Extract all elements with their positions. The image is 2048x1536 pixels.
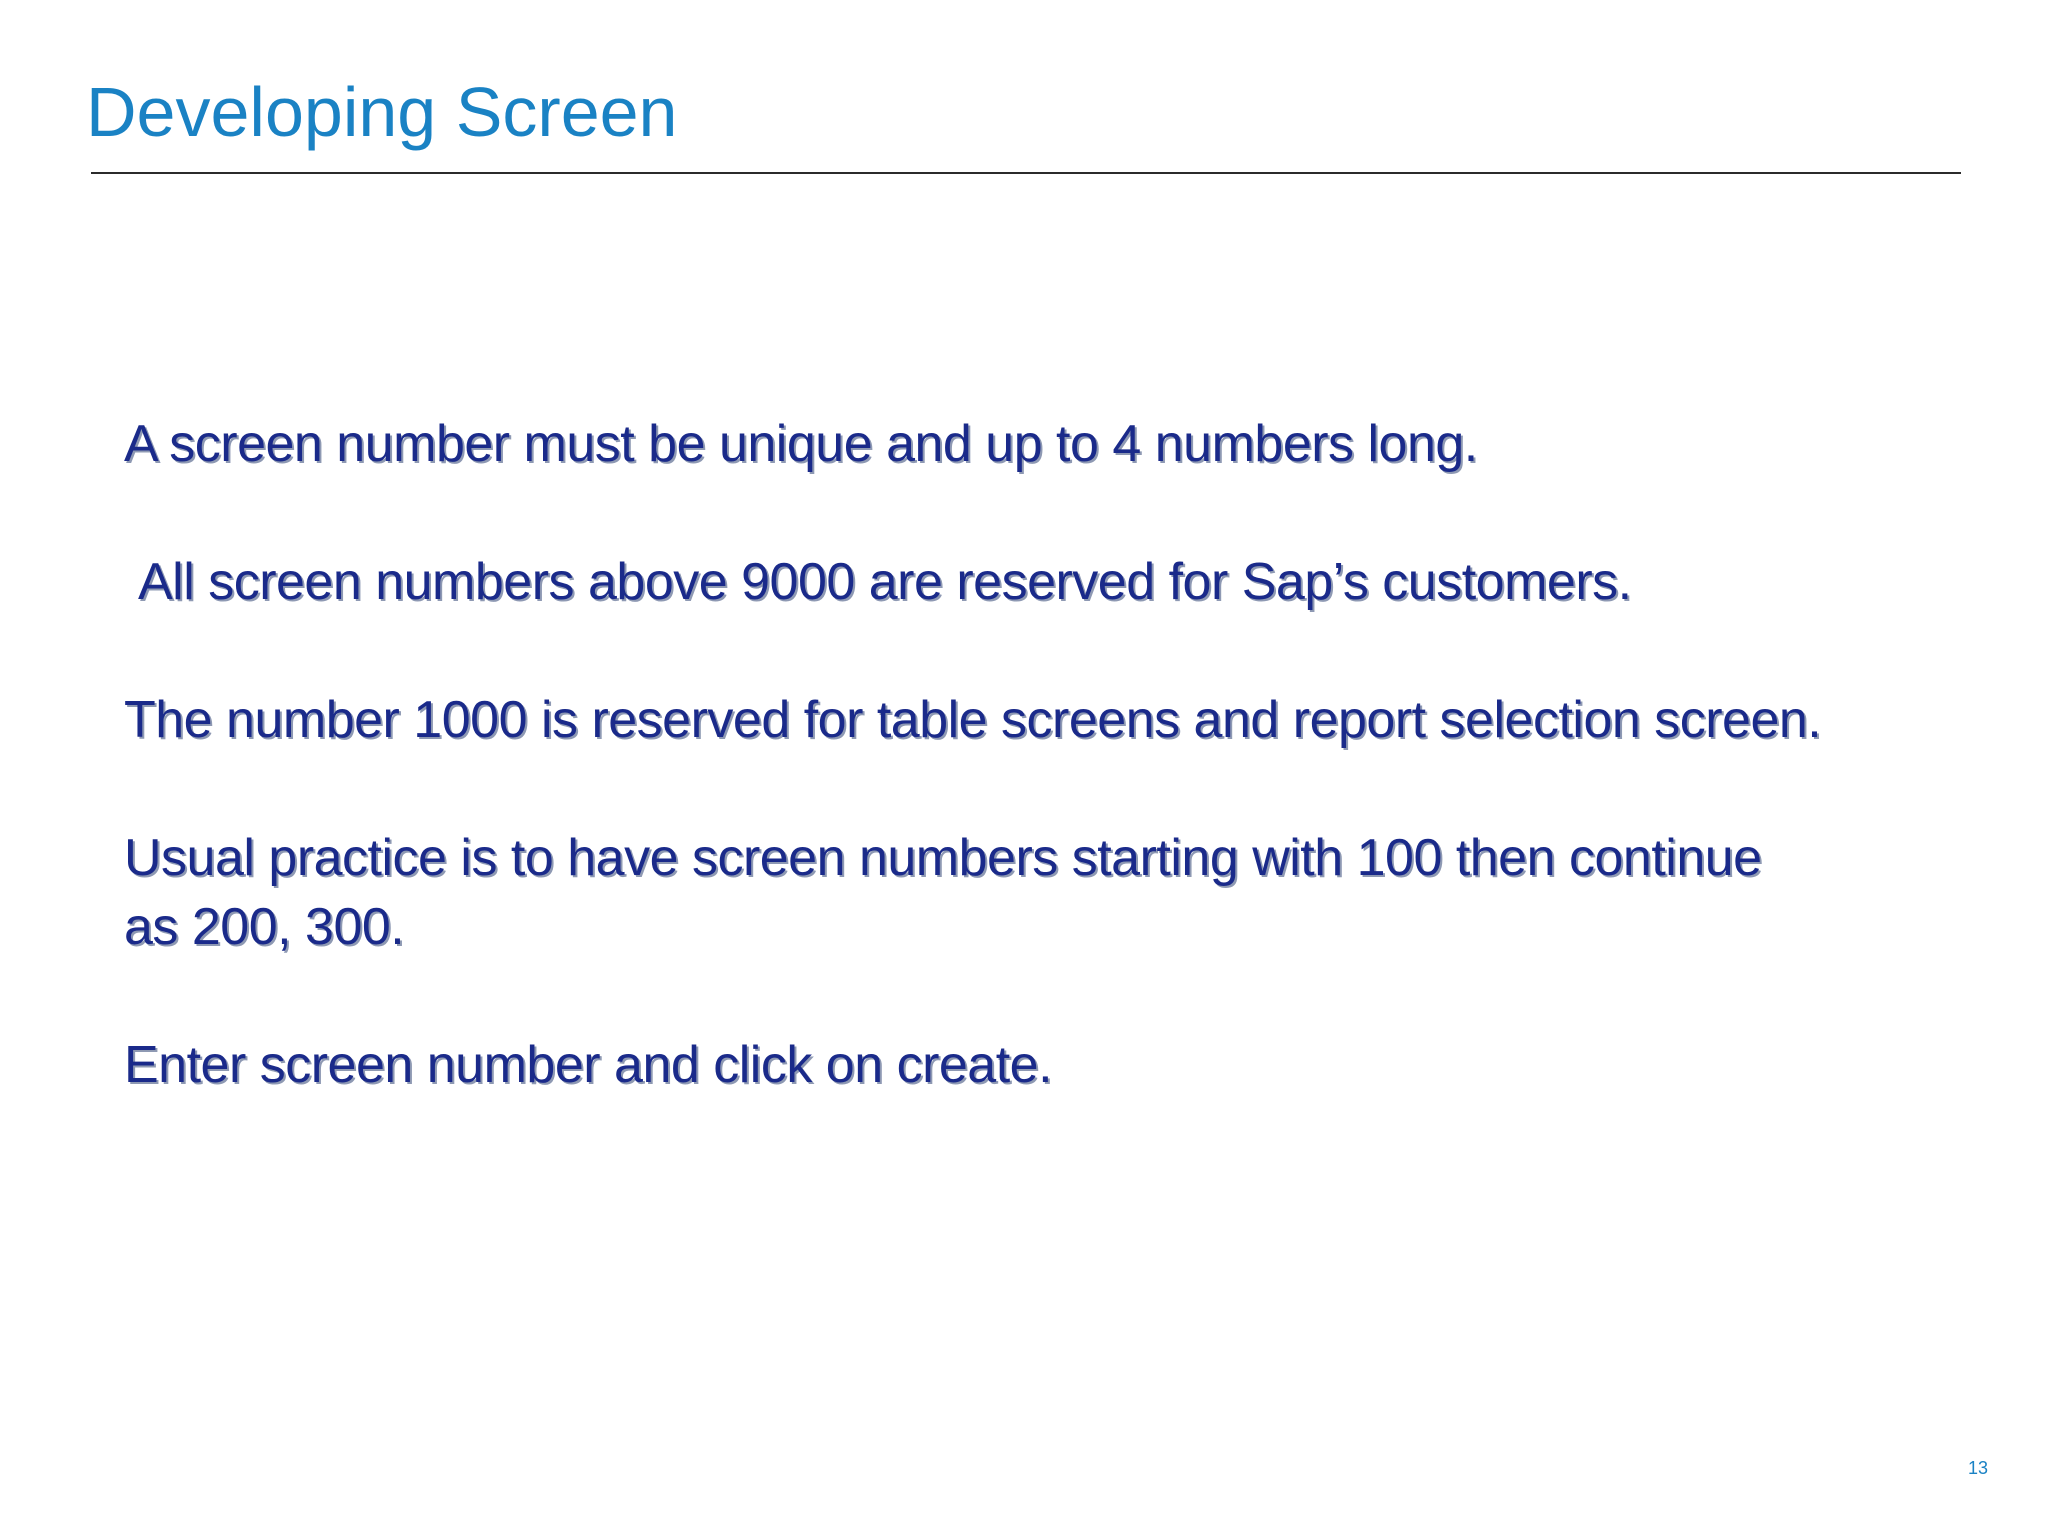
paragraph-screen-number-unique: A screen number must be unique and up to 4 numbers long. <box>124 415 1478 473</box>
paragraph-enter-screen-number: Enter screen number and click on create. <box>124 1036 1053 1094</box>
paragraph-reserved-1000: The number 1000 is reserved for table screens and report selection screen. <box>124 691 1822 749</box>
paragraph-reserved-9000: All screen numbers above 9000 are reserved for Sap’s customers. <box>124 553 1632 611</box>
slide-title: Developing Screen <box>86 73 678 151</box>
paragraph-usual-practice: Usual practice is to have screen numbers starting with 100 then continue as 200, 300. <box>124 829 1776 956</box>
title-divider <box>91 172 1961 174</box>
slide-body <box>124 410 1824 1100</box>
page-number: 13 <box>1968 1458 1989 1478</box>
